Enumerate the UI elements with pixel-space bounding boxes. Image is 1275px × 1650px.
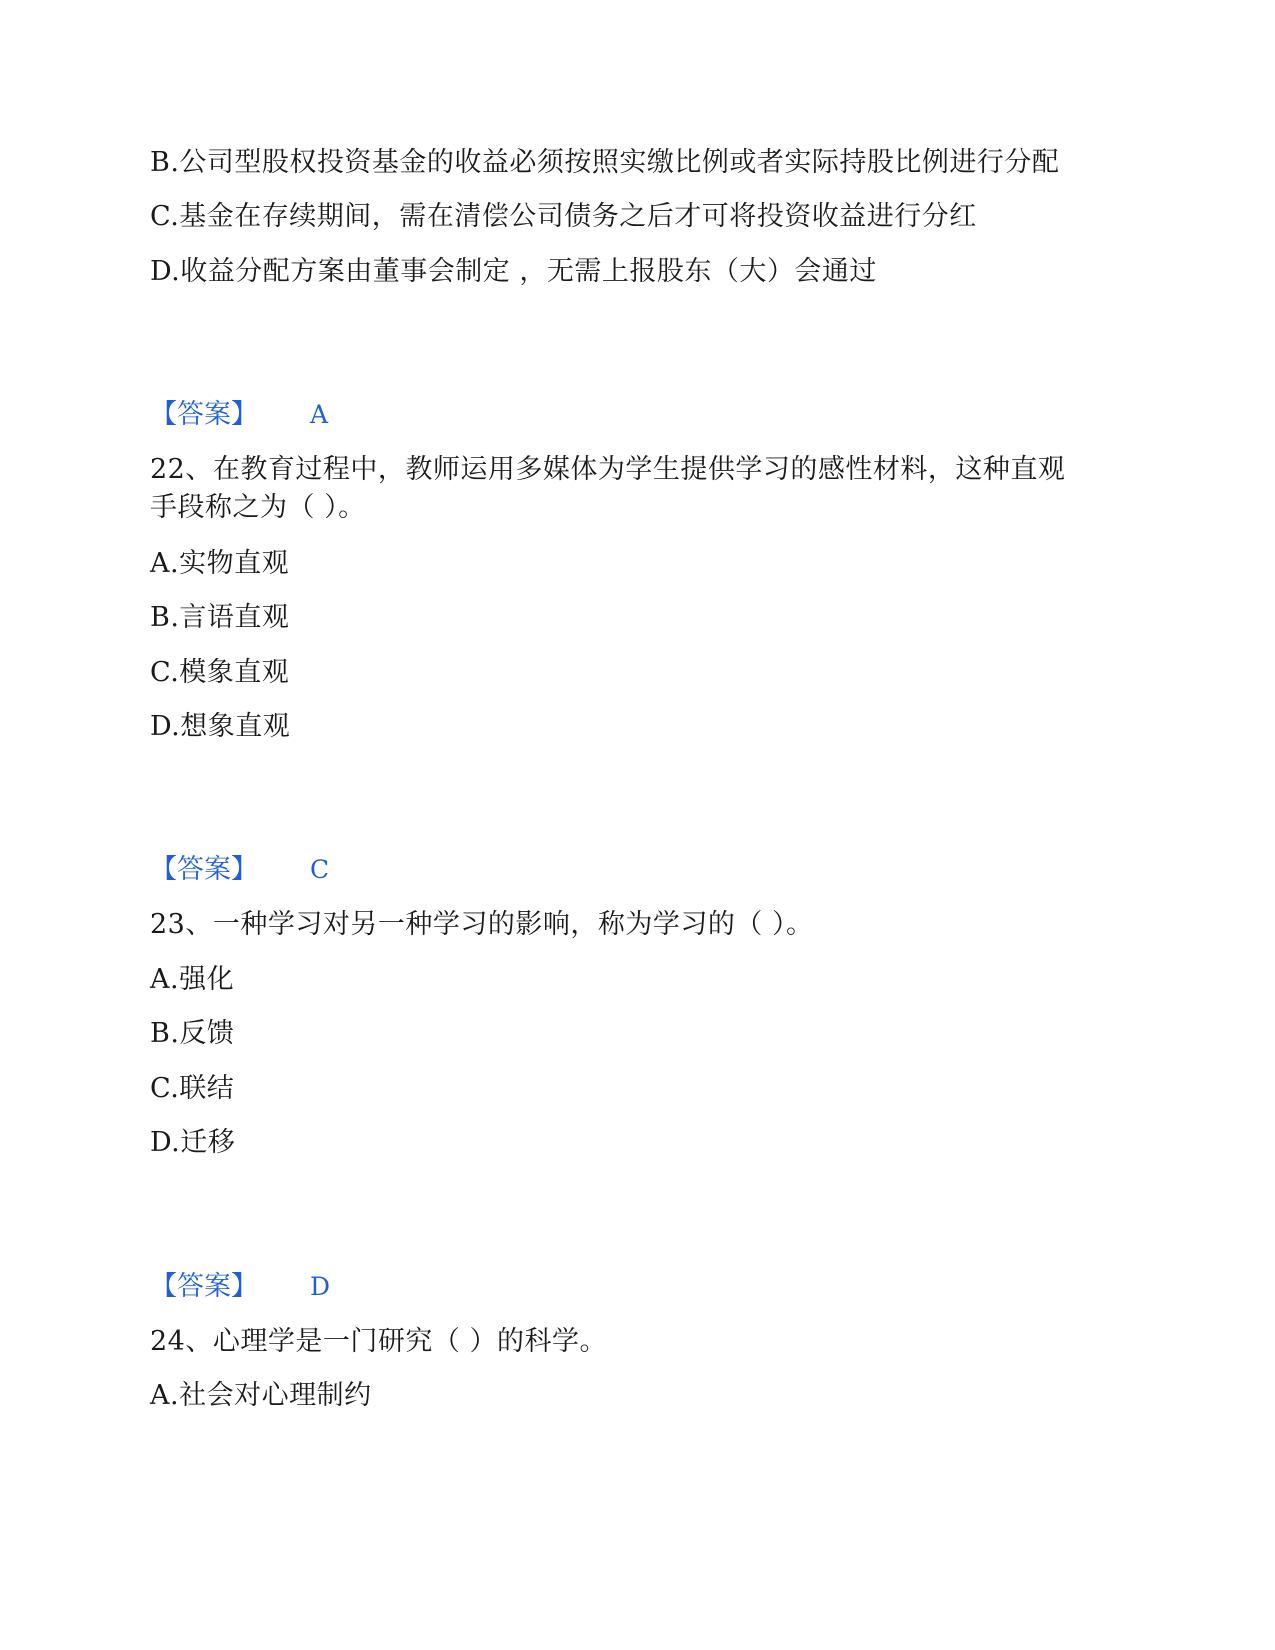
- answer-q21: [150, 398, 328, 432]
- question-23-option-a: A.强化: [150, 964, 235, 995]
- question-23-stem: 23、一种学习对另一种学习的影响，称为学习的（ ）。: [150, 909, 814, 940]
- answer-label: 【答案】: [150, 854, 258, 885]
- answer-q23: [150, 1270, 330, 1304]
- question-23-option-b: B.反馈: [150, 1018, 235, 1049]
- answer-label: 【答案】: [150, 399, 258, 430]
- question-22-option-d: D.想象直观: [150, 711, 291, 742]
- question-22-option-b: B.言语直观: [150, 602, 290, 633]
- question-22-stem-line1: 22、在教育过程中，教师运用多媒体为学生提供学习的感性材料，这种直观: [150, 454, 1066, 485]
- option-c-prev: C.基金在存续期间，需在清偿公司债务之后才可将投资收益进行分红: [150, 201, 977, 232]
- answer-letter: C: [310, 855, 330, 884]
- question-24-stem: 24、心理学是一门研究（ ）的科学。: [150, 1326, 607, 1357]
- answer-label: 【答案】: [150, 1271, 258, 1302]
- answer-letter: D: [310, 1272, 331, 1301]
- question-22-option-c: C.模象直观: [150, 657, 290, 688]
- question-22-stem-line2: 手段称之为（ ）。: [150, 492, 366, 523]
- question-23-option-c: C.联结: [150, 1073, 235, 1104]
- answer-letter: A: [310, 400, 329, 429]
- question-23-option-d: D.迁移: [150, 1127, 236, 1158]
- answer-q22: [150, 853, 329, 887]
- question-22-option-a: A.实物直观: [150, 548, 290, 579]
- option-b-prev: B.公司型股权投资基金的收益必须按照实缴比例或者实际持股比例进行分配: [150, 147, 1060, 178]
- question-24-option-a: A.社会对心理制约: [150, 1380, 372, 1411]
- option-d-prev: D.收益分配方案由董事会制定 ，无需上报股东（大）会通过: [150, 256, 877, 287]
